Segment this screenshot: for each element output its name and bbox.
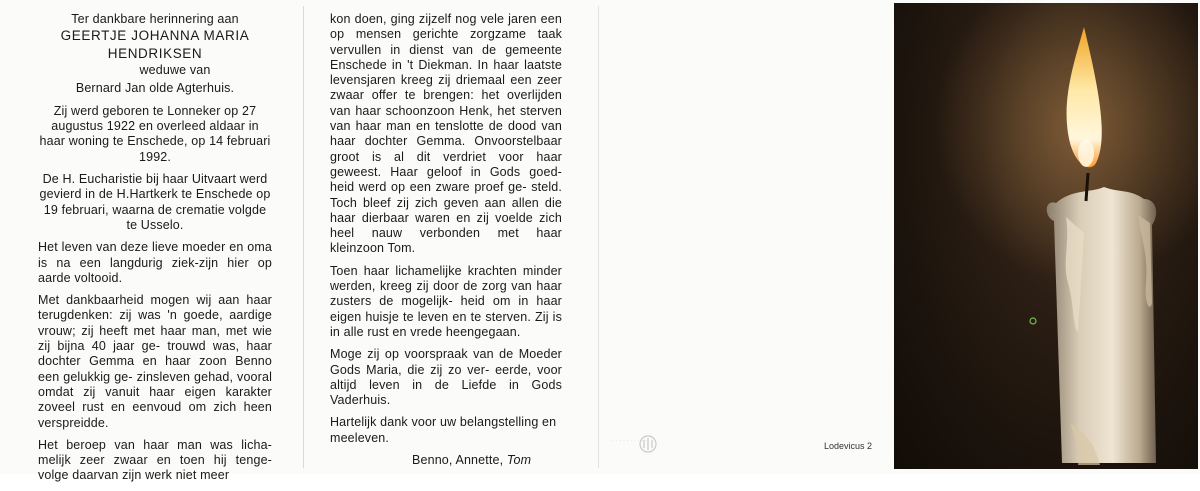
birth-death-paragraph: Zij werd geboren te Lonneker op 27 augustus 1922 en overleed aldaar in haar woning te Enschede, op 14 februari 1992. — [39, 103, 271, 164]
deceased-name-line2: HENDRIKSEN — [107, 46, 203, 62]
publisher-mark: Lodevicus 2 — [824, 441, 873, 451]
signature-grandchild: Tom — [506, 453, 532, 468]
candle-photo — [894, 3, 1198, 469]
text-column-left — [38, 12, 272, 491]
signature-names: Benno, Annette, — [412, 453, 504, 468]
fold-line-left — [303, 6, 304, 468]
intro-line: Ter dankbare herinnering aan — [71, 12, 239, 26]
spouse-name: Bernard Jan olde Agterhuis. — [75, 80, 235, 95]
text-column-right — [330, 12, 562, 468]
husband-paragraph: Het beroep van haar man was licha- melijk zeer zwaar en toen hij tenge- volge daarvan zijn werk niet meer — [38, 437, 272, 483]
signature — [330, 453, 562, 468]
funeral-paragraph: De H. Eucharistie bij haar Uitvaart werd gevierd in de H.Hartkerk te Enschede op 19 februari, waarna de crematie volgde te Usselo. — [39, 172, 271, 232]
fold-line-right — [598, 6, 599, 468]
memories-paragraph: Met dankbaarheid mogen wij aan haar terugdenken: zij was 'n goede, aardige vrouw; zij heeft met haar man, met wie zij bijna 40 jaar ge- trouwd was, haar dochter Gemma en haar zoon Benno een gelukkig ge- zinsleven gehad, vooral omdat zij vanuit haar eigen karakter zoveel rust en eenvoud om zich heen verspreidde. — [38, 293, 272, 430]
svg-text:· · · · · · · · · ·: · · · · · · · · · · — [612, 438, 647, 444]
thanks-paragraph: Hartelijk dank voor uw belangstelling en meeleven. — [330, 415, 557, 445]
last-years-paragraph: Toen haar lichamelijke krachten minder werden, kreeg zij door de zorg van haar zusters de mogelijk- heid om in haar eigen huisje te leven en te sterven. Zij is in alle rust en vrede heengegaan. — [330, 263, 562, 339]
career-paragraph: kon doen, ging zijzelf nog vele jaren een op mensen gerichte zorgzame taak vervullen in dienst van de gemeente Enschede in 't Diekman. In haar laatste levensjaren kreeg zij driemaal een zeer zwaar offer te brengen: het overlijden van haar schoonzoon Henk, het sterven van haar man en tenslotte de dood van haar dochter Gemma. Onvoorstelbaar groot is al dit verdriet voor haar geweest. Haar geloof in Gods goed- heid werd op een zware proef ge- steld. Toch bleef zij zich geven aan allen die haar dierbaar waren en zij voelde zich heel nauw verbonden met haar kleinzoon Tom. — [330, 12, 562, 256]
life-paragraph: Het leven van deze lieve moeder en oma is na een langdurig ziek-zijn hier op aarde voltooid. — [38, 240, 272, 285]
widow-label: weduwe van — [139, 63, 211, 78]
candle-icon — [894, 3, 1198, 469]
deceased-name-line1: GEERTJE JOHANNA MARIA — [60, 28, 250, 44]
printer-logo-icon — [610, 432, 680, 458]
prayer-paragraph: Moge zij op voorspraak van de Moeder Gods Maria, die zij zo ver- eerde, voor altijd leven in de Liefde in Gods Vaderhuis. — [330, 347, 562, 408]
